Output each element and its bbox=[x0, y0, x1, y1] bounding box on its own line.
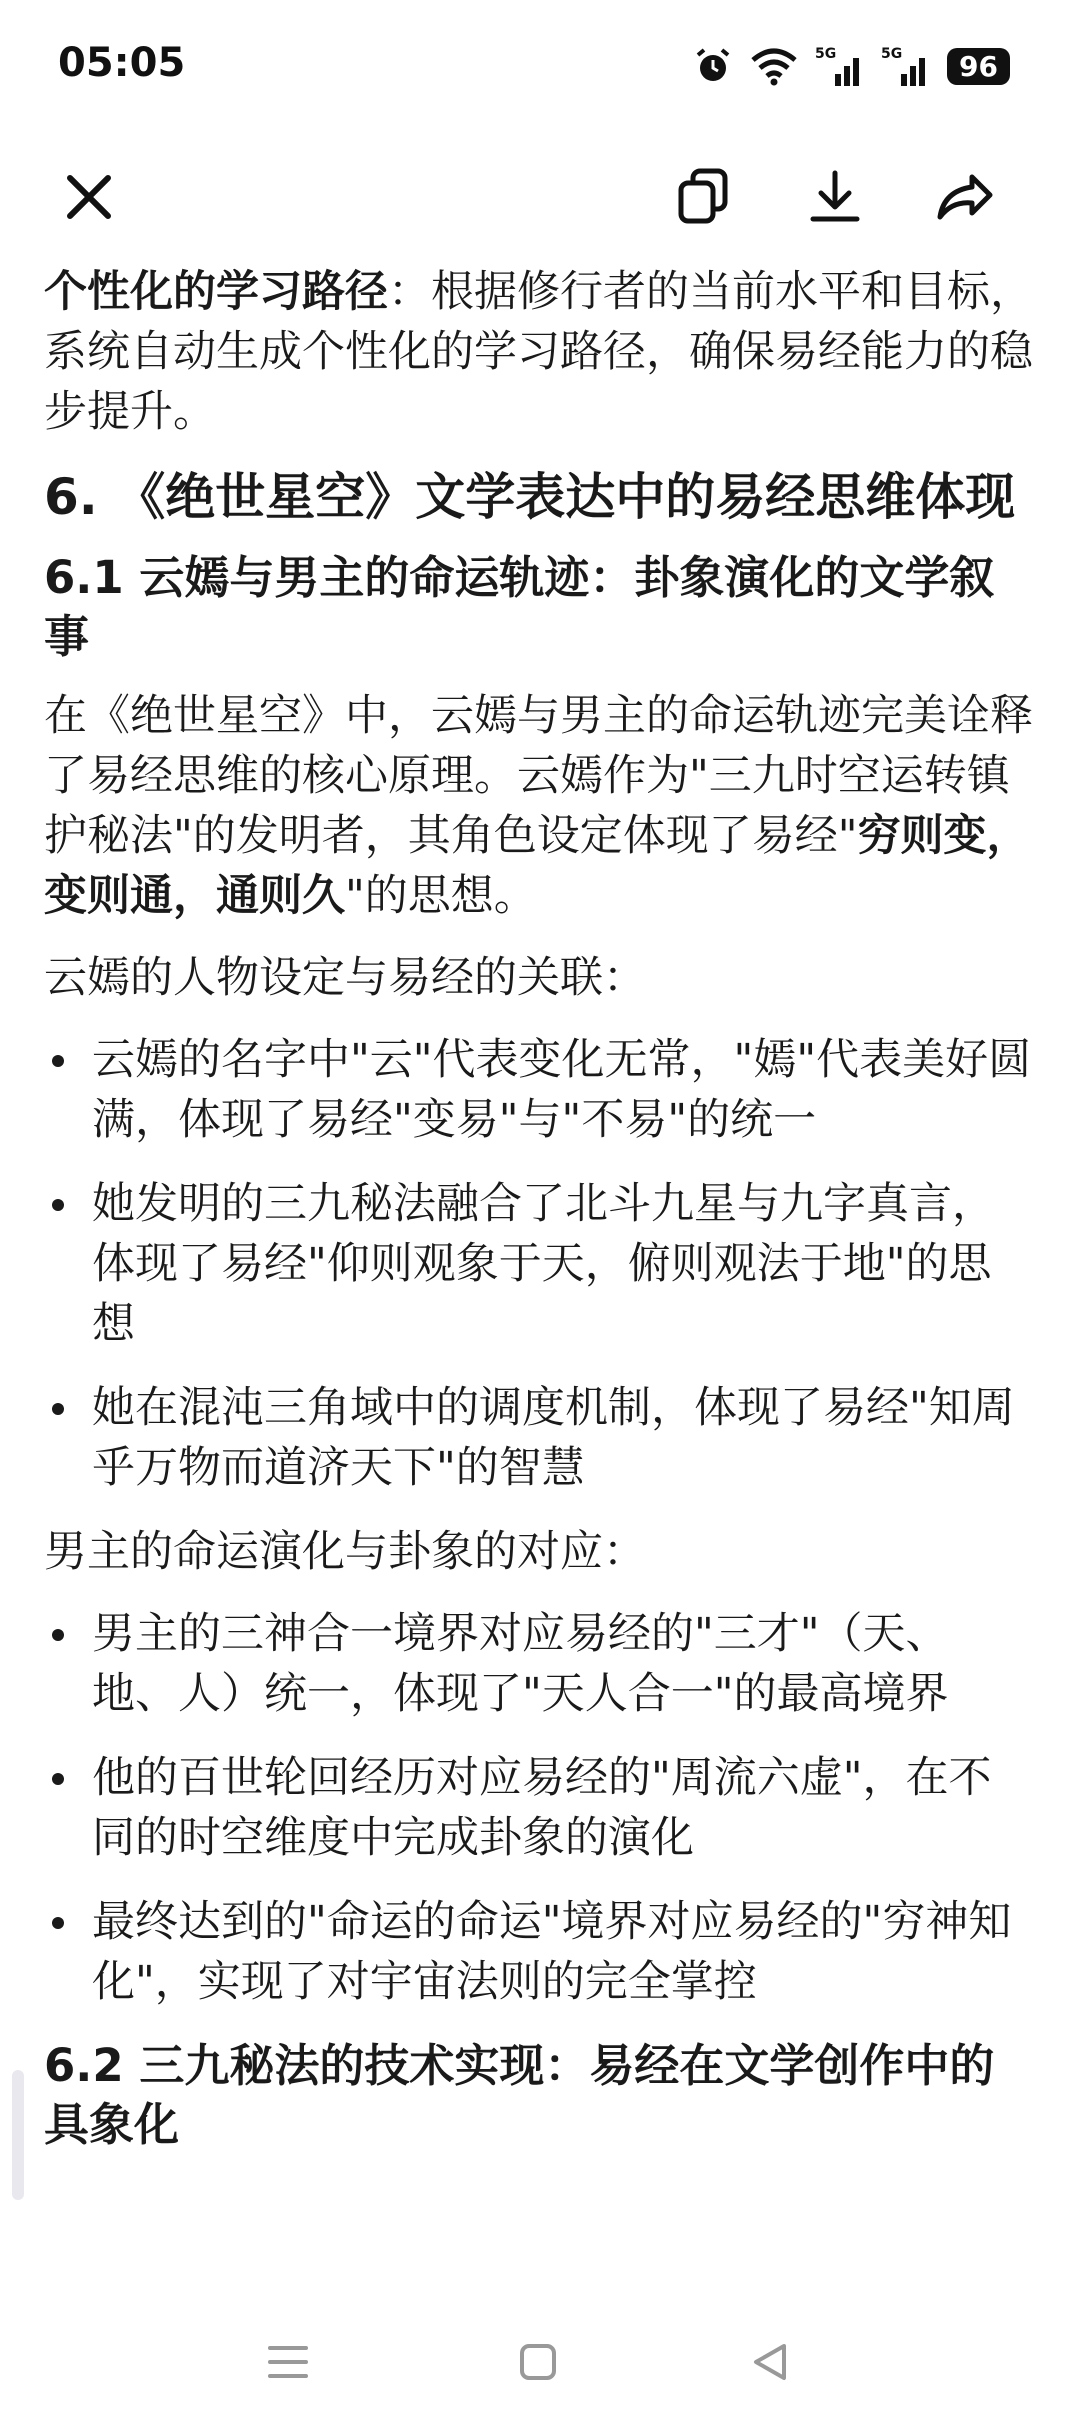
intro-text: ：根据修行者的当前水平和目标，系统自动生成个性化的学习路径，确保易经能力的稳步提升。 bbox=[44, 267, 1033, 437]
signal-5g-label: 5G bbox=[815, 46, 837, 62]
back-button[interactable] bbox=[740, 2332, 800, 2392]
wifi-icon bbox=[749, 46, 799, 86]
home-icon bbox=[518, 2342, 558, 2382]
section-heading-6: 6. 《绝世星空》文学表达中的易经思维体现 bbox=[44, 468, 1016, 526]
subsection-heading-6-2: 6.2 三九秘法的技术实现：易经在文学创作中的具象化 bbox=[44, 2039, 995, 2151]
list-item: 云嫣的名字中"云"代表变化无常，"嫣"代表美好圆满，体现了易经"变易"与"不易"的统一 bbox=[44, 1030, 1034, 1150]
article-content bbox=[44, 262, 1034, 2174]
paragraph-1-text-b: "的思想。 bbox=[345, 871, 537, 921]
close-button[interactable] bbox=[44, 152, 134, 242]
paragraph-2: 云嫣的人物设定与易经的关联： bbox=[44, 953, 646, 1003]
recents-button[interactable] bbox=[258, 2332, 318, 2392]
signal-5g-icon bbox=[815, 44, 865, 88]
close-icon bbox=[62, 170, 116, 224]
list-item: 男主的三神合一境界对应易经的"三才"（天、地、人）统一，体现了"天人合一"的最高境界 bbox=[44, 1604, 1034, 1724]
status-bar bbox=[0, 0, 1080, 140]
paragraph-1-bold: 穷则变，变则通，通则久 bbox=[44, 811, 1030, 921]
signal-5g-icon-2 bbox=[881, 44, 931, 88]
battery-indicator: 96 bbox=[947, 48, 1010, 85]
paragraph-3: 男主的命运演化与卦象的对应： bbox=[44, 1527, 646, 1577]
back-icon bbox=[750, 2342, 790, 2382]
share-button[interactable] bbox=[920, 152, 1010, 242]
copy-button[interactable] bbox=[658, 152, 748, 242]
signal-5g-label-2: 5G bbox=[881, 46, 903, 62]
home-button[interactable] bbox=[508, 2332, 568, 2392]
copy-icon bbox=[675, 167, 731, 227]
list-item: 他的百世轮回经历对应易经的"周流六虚"，在不同的时空维度中完成卦象的演化 bbox=[44, 1748, 1034, 1868]
list-item: 最终达到的"命运的命运"境界对应易经的"穷神知化"，实现了对宇宙法则的完全掌控 bbox=[44, 1892, 1034, 2012]
navigation-bar bbox=[0, 2302, 1080, 2412]
list-protagonist bbox=[44, 1604, 1034, 2012]
list-item: 她在混沌三角域中的调度机制，体现了易经"知周乎万物而道济天下"的智慧 bbox=[44, 1378, 1034, 1498]
intro-bold: 个性化的学习路径 bbox=[44, 267, 388, 317]
status-time: 05:05 bbox=[58, 40, 186, 86]
intro-paragraph bbox=[44, 262, 1034, 442]
alarm-icon bbox=[693, 46, 733, 86]
menu-icon bbox=[266, 2342, 310, 2382]
download-icon bbox=[807, 167, 863, 227]
paragraph-1-text-a: 在《绝世星空》中，云嫣与男主的命运轨迹完美诠释了易经思维的核心原理。云嫣作为"三九时空运转镇护秘法"的发明者，其角色设定体现了易经" bbox=[44, 691, 1033, 861]
share-icon bbox=[934, 169, 996, 225]
subsection-heading-6-1: 6.1 云嫣与男主的命运轨迹：卦象演化的文学叙事 bbox=[44, 551, 995, 663]
list-yunyan bbox=[44, 1030, 1034, 1498]
status-icons bbox=[693, 44, 1010, 88]
list-item: 她发明的三九秘法融合了北斗九星与九字真言，体现了易经"仰则观象于天，俯则观法于地"的思想 bbox=[44, 1174, 1034, 1354]
paragraph-1 bbox=[44, 686, 1034, 926]
download-button[interactable] bbox=[790, 152, 880, 242]
scroll-handle[interactable] bbox=[12, 2070, 24, 2200]
top-toolbar bbox=[0, 140, 1080, 260]
